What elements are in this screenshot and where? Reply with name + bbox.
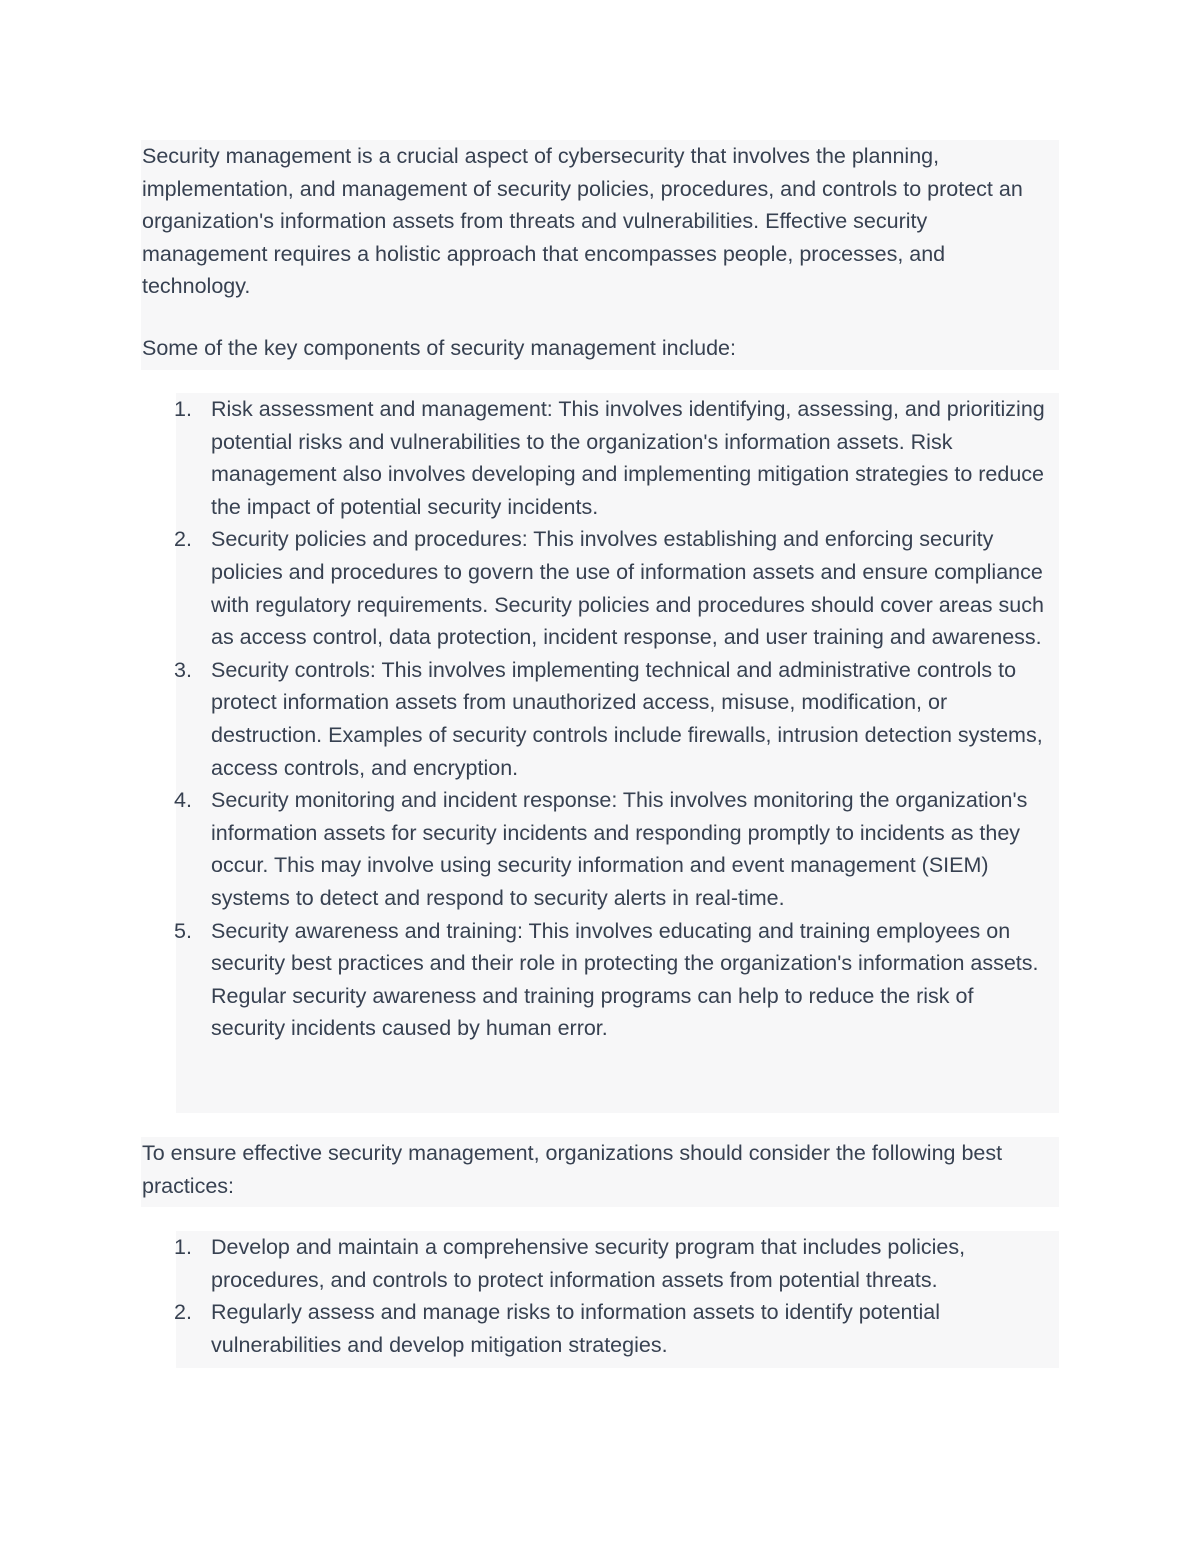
list-item-number: 2. (174, 527, 192, 552)
components-list (176, 393, 1059, 1045)
list-item-text: Security controls: This involves implementing technical and administrative controls to protect information assets from unauthorized access, misuse, modification, or destruction. Examples of security controls include firewalls, intrusion detection systems, access controls, and encryption. (211, 657, 1043, 780)
list-item-number: 2. (174, 1300, 192, 1325)
list-item (176, 1296, 1053, 1361)
list-item (176, 915, 1053, 1045)
list-item-text: Develop and maintain a comprehensive security program that includes policies, procedures, and controls to protect information assets from potential threats. (211, 1235, 966, 1292)
best-practices-list-block (176, 1231, 1059, 1368)
list-item (176, 523, 1053, 653)
intro-block (141, 140, 1059, 370)
list-item-number: 4. (174, 788, 192, 813)
intro-paragraph: Security management is a crucial aspect of cybersecurity that involves the planning, implementation, and management of security policies, procedures, and controls to protect an organization's information assets from threats and vulnerabilities. Effective security management requires a holistic approach that encompasses people, processes, and technology. (142, 144, 1023, 299)
list-item-text: Risk assessment and management: This involves identifying, assessing, and prioritizing potential risks and vulnerabilities to the organization's information assets. Risk management also involves developing and implementing mitigation strategies to reduce the impact of potential security incidents. (211, 397, 1045, 519)
list-item-text: Security monitoring and incident response: This involves monitoring the organization's information assets for security incidents and responding promptly to incidents as they occur. This may involve using security information and event management (SIEM) systems to detect and respond to security alerts in real-time. (211, 788, 1028, 910)
list-item-number: 5. (174, 918, 192, 943)
list-item-number: 1. (174, 397, 192, 421)
best-practices-intro-block (141, 1137, 1059, 1207)
components-lead-paragraph: Some of the key components of security management include: (142, 336, 736, 360)
list-item-text: Security awareness and training: This involves educating and training employees on security best practices and their role in protecting the organization's information assets. Regular security awareness and training programs can help to reduce the risk of security incidents caused by human error. (211, 918, 1039, 1041)
best-practices-list (176, 1231, 1059, 1361)
list-item (176, 1231, 1053, 1296)
list-item-number: 3. (174, 657, 192, 682)
list-item (176, 654, 1053, 784)
list-item (176, 393, 1053, 523)
list-item-text: Security policies and procedures: This involves establishing and enforcing security policies and procedures to govern the use of information assets and ensure compliance with regulatory requirements. Security policies and procedures should cover areas such as access control, data protection, incident response, and user training and awareness. (211, 527, 1044, 650)
best-practices-intro-paragraph: To ensure effective security management, organizations should consider the following best practices: (142, 1141, 1003, 1198)
list-item-number: 1. (174, 1235, 192, 1259)
list-item-text: Regularly assess and manage risks to information assets to identify potential vulnerabilities and develop mitigation strategies. (211, 1300, 940, 1357)
list-item (176, 784, 1053, 914)
components-list-block (176, 393, 1059, 1113)
